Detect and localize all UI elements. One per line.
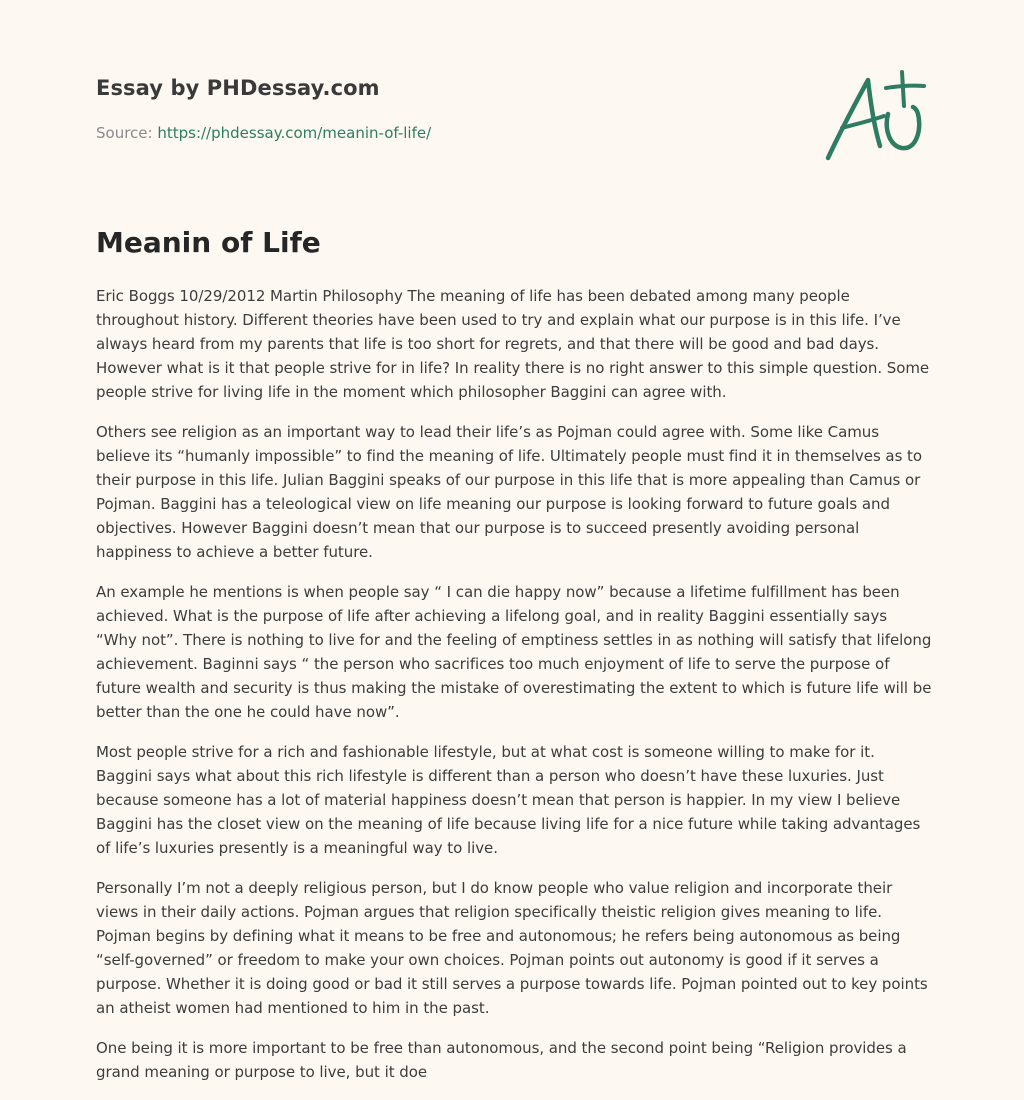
article-paragraph: Personally I’m not a deeply religious person, but I do know people who value religion and incorporate their views in their daily actions. Pojman argues that religion specifically theistic religion gives meaning to life. Pojman begins by defining what it means to be free and autonomous; he refers being autonomous as being “self-governed” or freedom to make your own choices. Pojman points out autonomy is good if it serves a purpose. Whether it is doing good or bad it still serves a purpose towards life. Pojman pointed out to key points an atheist women had mentioned to him in the past. (96, 879, 928, 1017)
article-body (96, 284, 932, 1100)
article-paragraph: Eric Boggs 10/29/2012 Martin Philosophy The meaning of life has been debated among many people throughout history. Different theories have been used to try and explain what our purpose is in this life. I’ve always heard from my parents that life is too short for regrets, and that there will be good and bad days. However what is it that people strive for in life? In reality there is no right answer to this simple question. Some people strive for living life in the moment which philosopher Baggini can agree with. (96, 287, 930, 401)
article-paragraph: Most people strive for a rich and fashionable lifestyle, but at what cost is someone willing to make for it. Baggini says what about this rich lifestyle is different than a person who doesn’t have these luxuries. Just because someone has a lot of material happiness doesn’t mean that person is happier. In my view I believe Baggini has the closet view on the meaning of life because living life for a nice future while taking advantages of life’s luxuries presently is a meaningful way to live. (96, 743, 921, 857)
article-paragraph: One being it is more important to be free than autonomous, and the second point being “Religion provides a grand meaning or purpose to live, but it doe (96, 1039, 907, 1081)
article-title: Meanin of Life (96, 226, 321, 259)
essay-page (96, 0, 932, 1100)
article-paragraph: Others see religion as an important way to lead their life’s as Pojman could agree with. Some like Camus believe its “humanly impossible” to find the meaning of life. Ultimately people must find it in themselves as to their purpose in this life. Julian Baggini speaks of our purpose in this life that is more appealing than Camus or Pojman. Baggini has a teleological view on life meaning our purpose is looking forward to future goals and objectives. However Baggini doesn’t mean that our purpose is to succeed presently avoiding personal happiness to achieve a better future. (96, 423, 923, 561)
source-link[interactable]: https://phdessay.com/meanin-of-life/ (157, 124, 432, 142)
article-paragraph: An example he mentions is when people say “ I can die happy now” because a lifetime fulfillment has been achieved. What is the purpose of life after achieving a lifelong goal, and in reality Baggini essentially says “Why not”. There is nothing to live for and the feeling of emptiness settles in as nothing will satisfy that lifelong achievement. Baginni says “ the person who sacrifices too much enjoyment of life to serve the purpose of future wealth and security is thus making the mistake of overestimating the extent to which is future life will be better than the one he could have now”. (96, 583, 932, 721)
source-label: Source: (96, 124, 158, 142)
a-plus-logo-icon (822, 66, 928, 166)
source-line (96, 124, 431, 142)
site-brand: Essay by PHDessay.com (96, 76, 380, 100)
